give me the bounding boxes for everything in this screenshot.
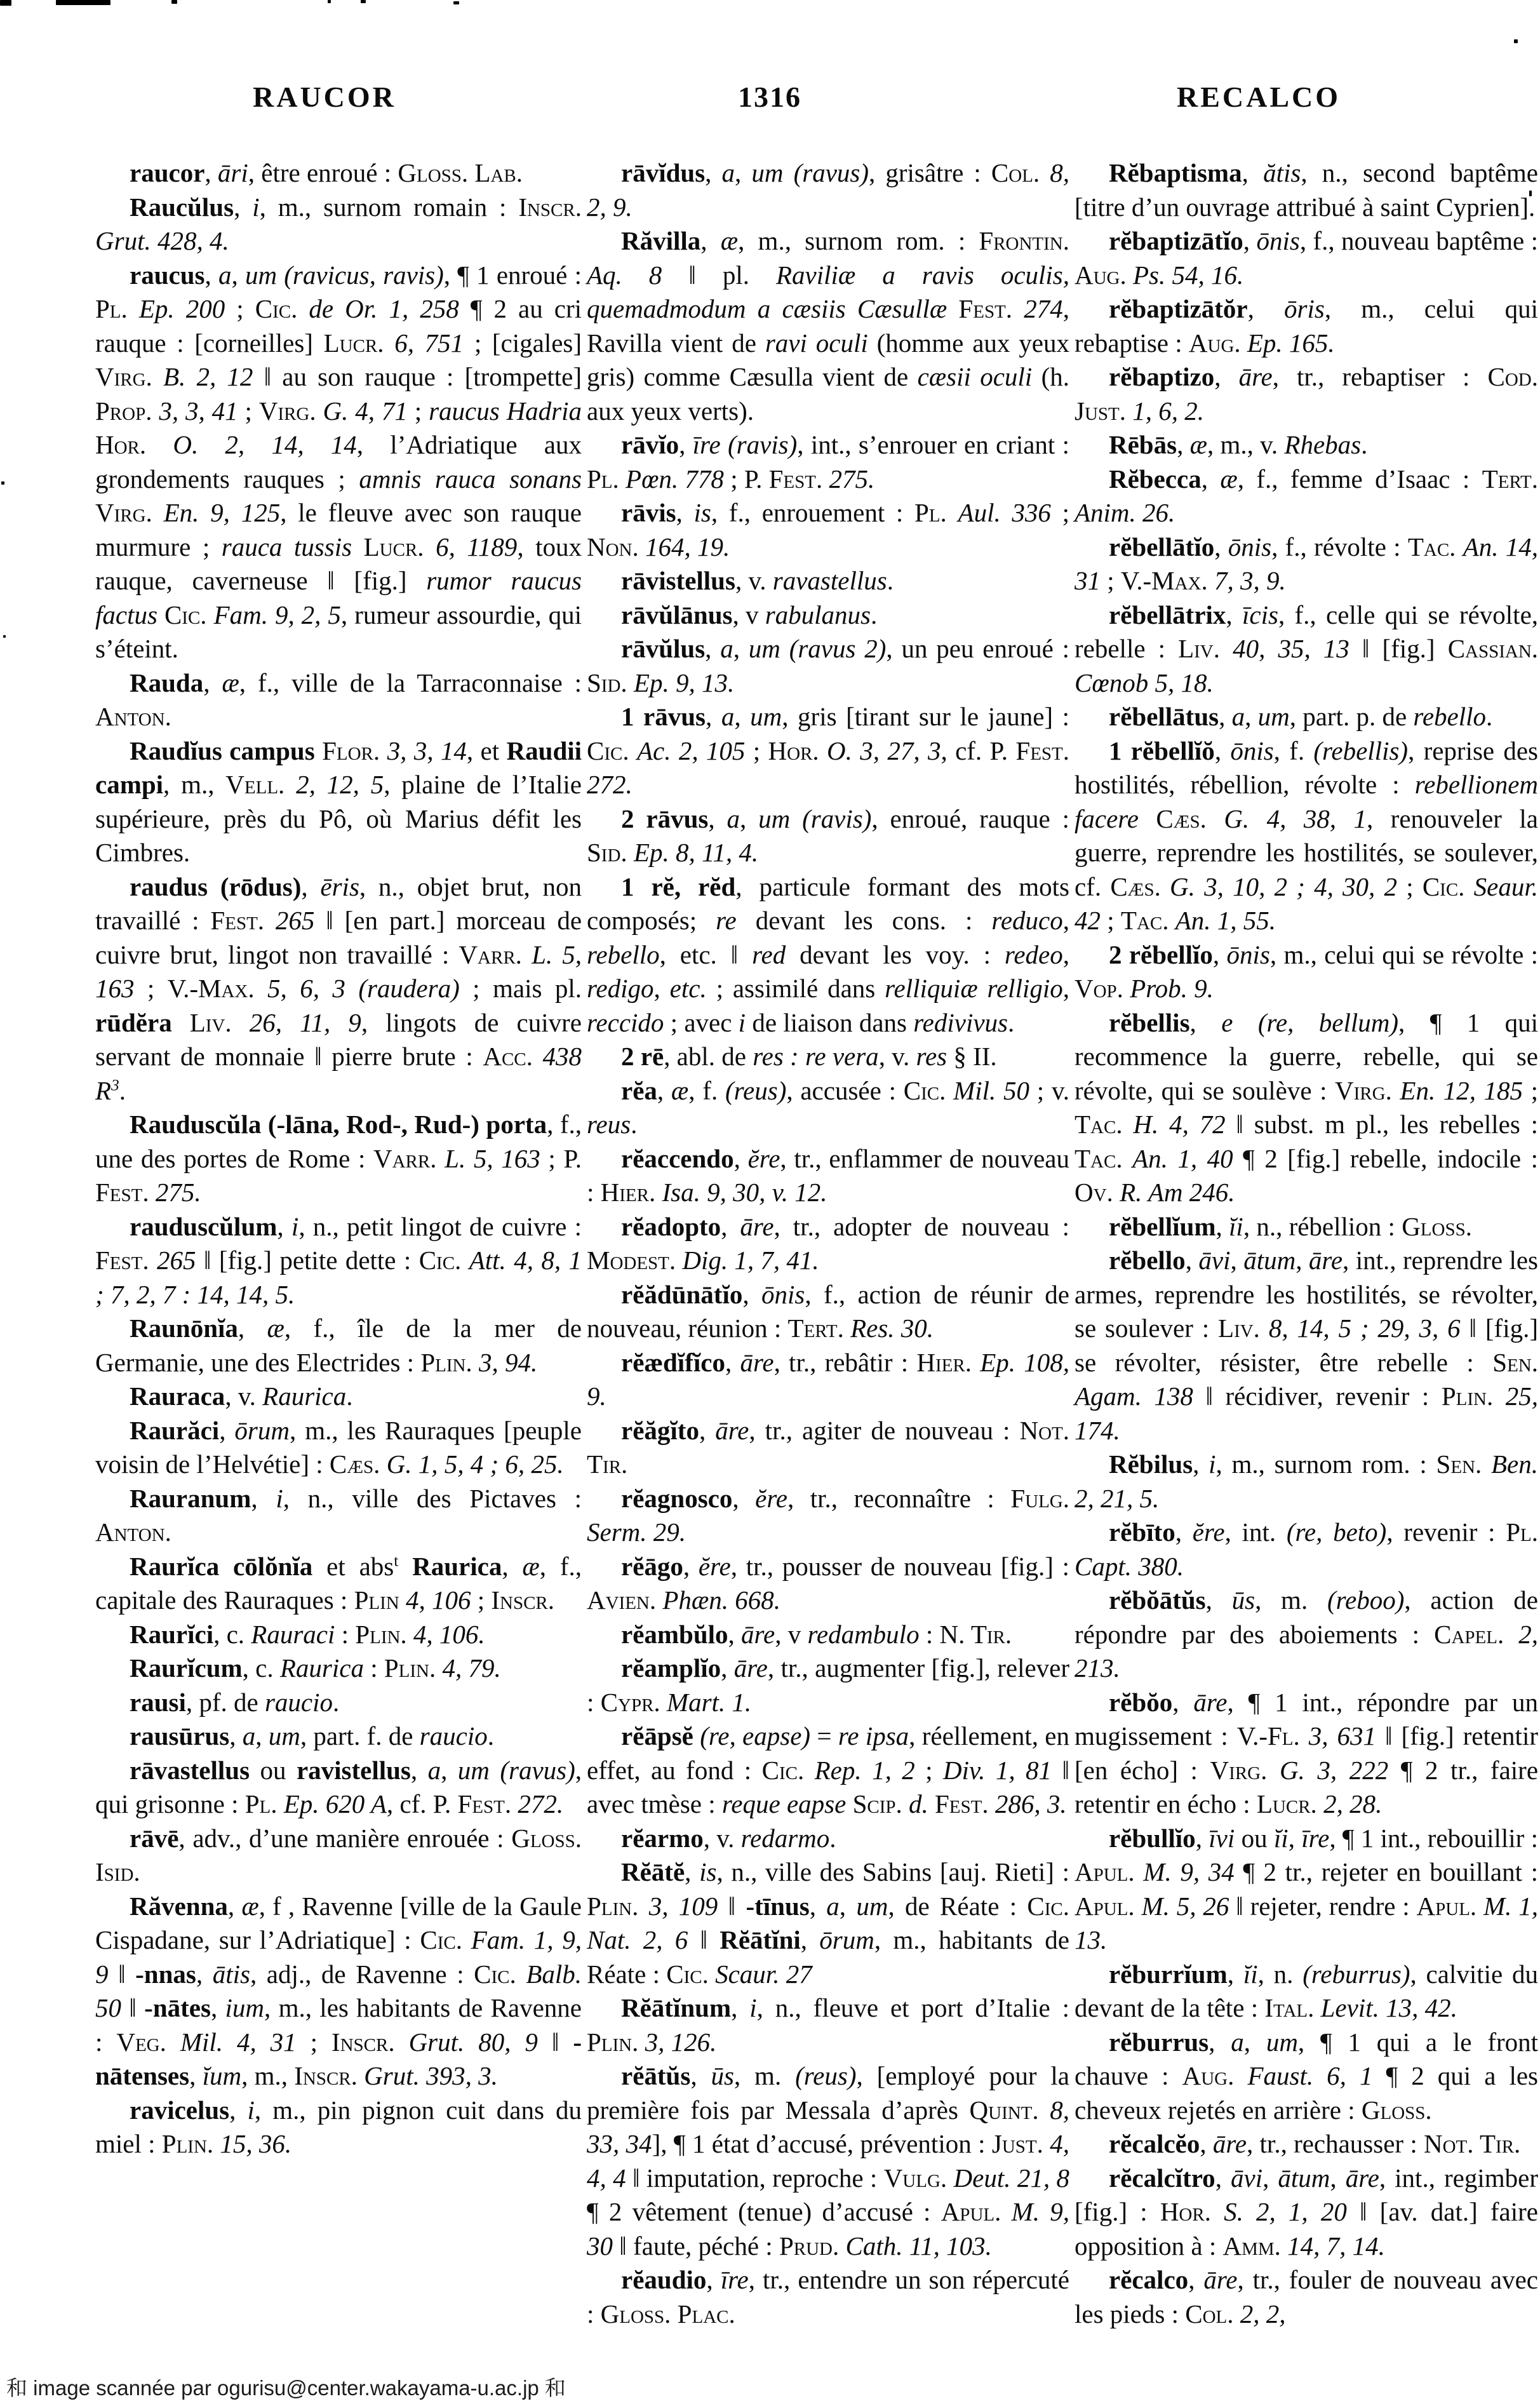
scan-artifact [1, 481, 4, 485]
dictionary-entry: rĕcalco, āre, tr., fouler de nouveau avec les pieds : Col. 2, 2, [1075, 2265, 1538, 2329]
dictionary-entry: Rĕātĕ, is, n., ville des Sabins [auj. Rieti] : Plin. 3, 109 ‖ -tīnus, a, um, de Réate : Cic. Nat. 2, 6 ‖ Rĕātĭni, ōrum, m., habitants de Réate : Cic. Scaur. 27 [587, 1857, 1070, 1989]
dictionary-entry: Raurăci, ōrum, m., les Rauraques [peuple voisin de l’Helvétie] : Cæs. G. 1, 5, 4 ; 6, 25. [95, 1415, 582, 1479]
dictionary-entry: rĕāgo, ĕre, tr., pousser de nouveau [fig.] : Avien. Phæn. 668. [587, 1551, 1069, 1615]
dictionary-entry: rĕamplĭo, āre, tr., augmenter [fig.], relever : Cypr. Mart. 1. [587, 1653, 1070, 1717]
dictionary-entry: 2 rĕbellĭo, ōnis, m., celui qui se révolte : Vop. Prob. 9. [1075, 939, 1538, 1003]
dictionary-entry: Raudĭus campus Flor. 3, 3, 14, et Raudii campi, m., Vell. 2, 12, 5, plaine de l’Italie supérieure, près du Pô, où Marius défit les Cimbres. [95, 736, 582, 867]
dictionary-entry: rĕāpsĕ (re, eapse) = re ipsa, réellement, en effet, au fond : Cic. Rep. 1, 2 ; Div. 1, 81 ‖ avec tmèse : reque eapse Scip. d. Fest. 286, 3. [587, 1721, 1070, 1818]
dictionary-entry: rĕbaptizātŏr, ōris, m., celui qui rebaptise : Aug. Ep. 165. [1075, 294, 1538, 358]
dictionary-entry: rĕbellis, e (re, bellum), ¶ 1 qui recommence la guerre, rebelle, qui se révolte, qui se soulève : Virg. En. 12, 185 ; Tac. H. 4, 72 ‖ subst. m pl., les rebelles : Tac. An. 1, 40 ¶ 2 [fig.] rebelle, indocile : Ov. R. Am 246. [1075, 1007, 1539, 1207]
dictionary-entry: rĕburrĭum, ĭi, n. (reburrus), calvitie du devant de la tête : Ital. Levit. 13, 42. [1075, 1959, 1538, 2022]
dictionary-entry: rĕcalcĭtro, āvi, ātum, āre, int., regimber [fig.] : Hor. S. 2, 1, 20 ‖ [av. dat.] faire opposition à : Amm. 14, 7, 14. [1075, 2163, 1538, 2261]
dictionary-entry: rāvastellus ou ravistellus, a, um (ravus), qui grisonne : Pl. Ep. 620 A, cf. P. Fest. 272. [95, 1755, 582, 1818]
dictionary-entry: rāvŭlānus, v rabulanus. [621, 600, 878, 629]
dictionary-entry: rĕbīto, ĕre, int. (re, beto), revenir : Pl. Capt. 380. [1075, 1517, 1539, 1581]
dictionary-entry: rĕambŭlo, āre, v redambulo : N. Tir. [621, 1619, 1012, 1649]
scan-artifact [1514, 39, 1518, 43]
dictionary-column-3 [1075, 156, 1538, 2331]
dictionary-entry: rĕbello, āvi, ātum, āre, int., reprendre les armes, reprendre les hostilités, se révolter, se soulever : Liv. 8, 14, 5 ; 29, 3, 6 ‖ [fig.] se révolter, résister, être rebelle : Sen. Agam. 138 ‖ récidiver, revenir : Plin. 25, 174. [1075, 1246, 1539, 1445]
dictionary-column-1 [95, 156, 582, 2161]
dictionary-entry: rāvŭlus, a, um (ravus 2), un peu enroué : Sid. Ep. 9, 13. [587, 634, 1070, 697]
dictionary-entry: rāvistellus, v. ravastellus. [621, 566, 894, 595]
dictionary-entry: rĕbellātus, a, um, part. p. de rebello. [1109, 702, 1493, 731]
scan-artifact [3, 635, 6, 638]
dictionary-entry: Rauduscŭla (-lāna, Rod-, Rud-) porta, f., une des portes de Rome : Varr. L. 5, 163 ; P. Fest. 275. [95, 1110, 582, 1207]
dictionary-entry: Rauraca, v. Raurica. [130, 1381, 353, 1411]
dictionary-entry: rĕăgĭto, āre, tr., agiter de nouveau : Not. Tir. [587, 1415, 1069, 1479]
running-head-right: RECALCO [1177, 81, 1341, 113]
dictionary-entry: rĕădūnātĭo, ōnis, f., action de réunir de nouveau, réunion : Tert. Res. 30. [587, 1279, 1069, 1343]
dictionary-entry: rĕa, æ, f. (reus), accusée : Cic. Mil. 50 ; v. reus. [587, 1075, 1070, 1139]
dictionary-entry: Raucŭlus, i, m., surnom romain : Inscr. Grut. 428, 4. [95, 192, 582, 255]
dictionary-entry: rāvĭdus, a, um (ravus), grisâtre : Col. 8, 2, 9. [587, 158, 1070, 222]
dictionary-entry: Raunōnĭa, æ, f., île de la mer de Germanie, une des Electrides : Plin. 3, 94. [95, 1314, 582, 1377]
dictionary-entry: ravicelus, i, m., pin pignon cuit dans du miel : Plin. 15, 36. [95, 2095, 582, 2158]
dictionary-entry: 1 rĕ, rĕd, particule formant des mots composés; re devant les cons. : reduco, rebello, etc. ‖ red devant les voy. : redeo, redigo, etc. ; assimilé dans relliquiæ relligio, reccido ; avec i de liaison dans redivivus. [587, 871, 1069, 1037]
scan-artifact [171, 0, 177, 4]
dictionary-entry: rĕbellātrix, īcis, f., celle qui se révolte, rebelle : Liv. 40, 35, 13 ‖ [fig.] Cassian. Cœnob 5, 18. [1075, 600, 1539, 697]
dictionary-entry: rĕbaptizo, āre, tr., rebaptiser : Cod. Just. 1, 6, 2. [1075, 362, 1538, 426]
dictionary-entry: 1 rĕbellĭŏ, ōnis, f. (rebellis), reprise des hostilités, rébellion, révolte : rebellionem facere Cæs. G. 4, 38, 1, renouveler la guerre, reprendre les hostilités, se soulever, cf. Cæs. G. 3, 10, 2 ; 4, 30, 2 ; Cic. Seaur. 42 ; Tac. An. 1, 55. [1075, 736, 1539, 935]
dictionary-entry: rausi, pf. de raucio. [130, 1687, 340, 1717]
dictionary-entry: rĕbellātĭo, ōnis, f., révolte : Tac. An. 14, 31 ; V.-Max. 7, 3, 9. [1075, 532, 1539, 595]
dictionary-entry: rĕarmo, v. redarmo. [621, 1823, 836, 1853]
dictionary-entry: rĕadopto, āre, tr., adopter de nouveau : Modest. Dig. 1, 7, 41. [587, 1211, 1069, 1275]
page-number: 1316 [738, 81, 801, 113]
dictionary-entry: rĕcalcĕo, āre, tr., rechausser : Not. Tir. [1109, 2129, 1521, 2158]
dictionary-entry: rĕbaptizātĭo, ōnis, f., nouveau baptême : Aug. Ps. 54, 16. [1075, 226, 1538, 290]
scan-credit-line: 和 image scannée par ogurisu@center.wakayama-u.ac.jp 和 [6, 2376, 566, 2400]
dictionary-entry: Rēbās, æ, m., v. Rhebas. [1109, 430, 1368, 459]
dictionary-entry: 2 rāvus, a, um (ravis), enroué, rauque : Sid. Ep. 8, 11, 4. [587, 803, 1069, 867]
dictionary-entry: rausūrus, a, um, part. f. de raucio. [130, 1721, 494, 1751]
dictionary-entry: Rĕbilus, i, m., surnom rom. : Sen. Ben. 2, 21, 5. [1075, 1449, 1538, 1513]
dictionary-entry: 2 rē, abl. de res : re vera, v. res § II. [621, 1042, 997, 1071]
dictionary-entry: Raurĭcum, c. Raurica : Plin. 4, 79. [130, 1653, 501, 1683]
scan-artifact [56, 0, 110, 5]
dictionary-entry: rĕburrus, a, um, ¶ 1 qui a le front chauve : Aug. Faust. 6, 1 ¶ 2 qui a les cheveux rejetés en arrière : Gloss. [1075, 2027, 1539, 2125]
dictionary-entry: rĕbŏo, āre, ¶ 1 int., répondre par un mugissement : V.-Fl. 3, 631 ‖ [fig.] retentir [en écho] : Virg. G. 3, 222 ¶ 2 tr., faire retentir en écho : Lucr. 2, 28. [1075, 1687, 1539, 1818]
dictionary-entry: rāvis, is, f., enrouement : Pl. Aul. 336 ; Non. 164, 19. [587, 498, 1070, 561]
dictionary-entry: Rĕātĭnum, i, n., fleuve et port d’Italie : Plin. 3, 126. [587, 1993, 1070, 2057]
dictionary-entry: raucor, āri, être enroué : Gloss. Lab. [130, 158, 523, 187]
dictionary-entry: rĕātŭs, ūs, m. (reus), [employé pour la première fois par Messala d’après Quint. 8, 33, 34], ¶ 1 état d’accusé, prévention : Just. 4, 4, 4 ‖ imputation, reproche : Vulg. Deut. 21, 8 ¶ 2 vêtement (tenue) d’accusé : Apul. M. 9, 30 ‖ faute, péché : Prud. Cath. 11, 103. [587, 2061, 1070, 2261]
dictionary-entry: rĕagnosco, ĕre, tr., reconnaître : Fulg. Serm. 29. [587, 1483, 1069, 1547]
dictionary-entry: rauduscŭlum, i, n., petit lingot de cuivre : Fest. 265 ‖ [fig.] petite dette : Cic. Att. 4, 8, 1 ; 7, 2, 7 : 14, 14, 5. [95, 1211, 582, 1309]
dictionary-entry: rĕædĭfĭco, āre, tr., rebâtir : Hier. Ep. 108, 9. [587, 1347, 1069, 1411]
dictionary-entry: Rauranum, i, n., ville des Pictaves : Anton. [95, 1483, 582, 1547]
dictionary-column-2 [587, 156, 1069, 2331]
scan-artifact [0, 0, 11, 6]
dictionary-entry: rĕbŏātŭs, ūs, m. (reboo), action de répondre par des aboiements : Capel. 2, 213. [1075, 1585, 1539, 1683]
dictionary-entry: rĕaudio, īre, tr., entendre un son répercuté : Gloss. Plac. [587, 2265, 1069, 2329]
dictionary-entry: rĕbullĭo, īvi ou ĭi, īre, ¶ 1 int., rebouillir : Apul. M. 9, 34 ¶ 2 tr., rejeter en bouillant : Apul. M. 5, 26 ‖ rejeter, rendre : Apul. M. 1, 13. [1075, 1823, 1539, 1954]
scan-artifact [361, 0, 366, 3]
dictionary-entry: raudus (rōdus), ēris, n., objet brut, non travaillé : Fest. 265 ‖ [en part.] morceau de cuivre brut, lingot non travaillé : Varr. L. 5, 163 ; V.-Max. 5, 6, 3 (raudera) ; mais pl. rūdĕra Liv. 26, 11, 9, lingots de cuivre servant de monnaie ‖ pierre brute : Acc. 438 $R^3$. [95, 871, 582, 1105]
dictionary-entry: raucus, a, um (ravicus, ravis), ¶ 1 enroué : Pl. Ep. 200 ; Cic. de Or. 1, 258 ¶ 2 au cri rauque : [corneilles] Lucr. 6, 751 ; [cigales] Virg. B. 2, 12 ‖ au son rauque : [trompette] Prop. 3, 3, 41 ; Virg. G. 4, 71 ; raucus Hadria Hor. O. 2, 14, 14, l’Adriatique aux grondements rauques ; amnis rauca sonans Virg. En. 9, 125, le fleuve avec son rauque murmure ; rauca tussis Lucr. 6, 1189, toux rauque, caverneuse ‖ [fig.] rumor raucus factus Cic. Fam. 9, 2, 5, rumeur assourdie, qui s’éteint. [95, 260, 582, 663]
dictionary-entry: Răvilla, æ, m., surnom rom. : Frontin. Aq. 8 ‖ pl. Raviliæ a ravis oculis, quemadmodum a cæsiis Cæsullæ Fest. 274, Ravilla vient de ravi oculi (homme aux yeux gris) comme Cæsulla vient de cæsii oculi (h. aux yeux verts). [587, 226, 1070, 426]
scan-artifact [453, 1, 459, 4]
scan-artifact [328, 0, 331, 3]
dictionary-entry: Rĕbecca, æ, f., femme d’Isaac : Tert. Anim. 26. [1075, 464, 1539, 527]
dictionary-entry: rāvĭo, īre (ravis), int., s’enrouer en criant : Pl. Pœn. 778 ; P. Fest. 275. [587, 430, 1070, 494]
dictionary-entry: 1 rāvus, a, um, gris [tirant sur le jaune] : Cic. Ac. 2, 105 ; Hor. O. 3, 27, 3, cf. P. Fest. 272. [587, 702, 1070, 799]
dictionary-entry: Raurĭca cōlŏnĭa et abs$^t$ Raurica, æ, f., capitale des Rauraques : Plin 4, 106 ; Inscr. [95, 1551, 582, 1615]
dictionary-entry: Rauda, æ, f., ville de la Tarraconnaise : Anton. [95, 668, 582, 731]
dictionary-entry: rĕaccendo, ĕre, tr., enflammer de nouveau : Hier. Isa. 9, 30, v. 12. [587, 1143, 1070, 1207]
dictionary-entry: Raurĭci, c. Rauraci : Plin. 4, 106. [130, 1619, 485, 1649]
running-head-left: RAUCOR [253, 81, 396, 113]
dictionary-entry: Rĕbaptisma, ătis, n., second baptême [titre d’un ouvrage attribué à saint Cyprien]. [1075, 158, 1538, 222]
dictionary-entry: Răvenna, æ, f , Ravenne [ville de la Gaule Cispadane, sur l’Adriatique] : Cic. Fam. 1, 9, 9 ‖ -nnas, ātis, adj., de Ravenne : Cic. Balb. 50 ‖ -nātes, ium, m., les habitants de Ravenne : Veg. Mil. 4, 31 ; Inscr. Grut. 80, 9 ‖ -nātenses, ĭum, m., Inscr. Grut. 393, 3. [95, 1891, 582, 2090]
dictionary-entry: rĕbellĭum, ĭi, n., rébellion : Gloss. [1109, 1211, 1472, 1241]
dictionary-entry: rāvē, adv., d’une manière enrouée : Gloss. Isid. [95, 1823, 582, 1886]
